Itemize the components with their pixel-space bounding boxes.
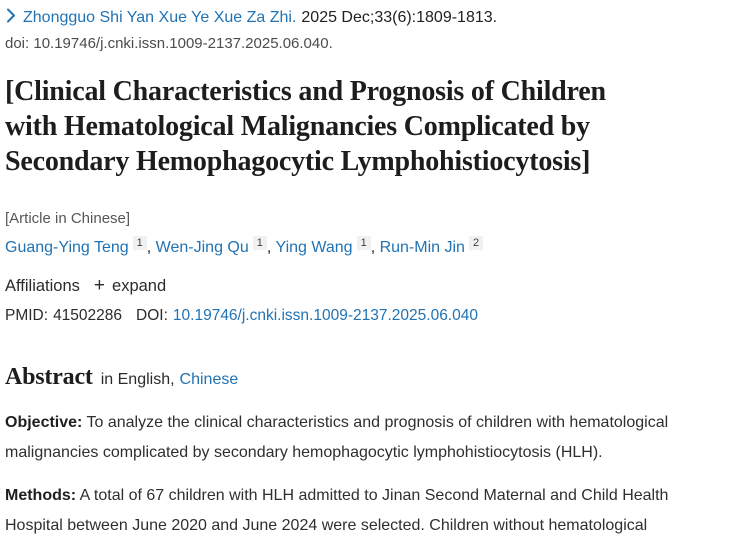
abstract-paragraph-methods [5, 481, 717, 541]
author-link[interactable]: Wen-Jing Qu [155, 239, 249, 256]
article-page [5, 7, 724, 541]
doi-link[interactable]: 10.19746/j.cnki.issn.1009-2137.2025.06.040 [172, 307, 478, 324]
author-link[interactable]: Ying Wang [275, 239, 353, 256]
doi-line: doi: 10.19746/j.cnki.issn.1009-2137.2025.06.040. [5, 35, 333, 52]
section-text: A total of 67 children with HLH admitted to Jinan Second Maternal and Child Health Hospital between June 2020 and June 2024 were selected. Children without hematological [5, 487, 669, 534]
section-text: To analyze the clinical characteristics and prognosis of children with hematological malignancies complicated by secondary hemophagocytic lymphohistiocytosis (HLH). [5, 414, 669, 461]
pmid-label: PMID: [5, 307, 49, 324]
identifiers-row [5, 307, 724, 325]
authors-list [5, 236, 724, 258]
journal-citation-row [5, 7, 724, 28]
abstract-language-text: in English, [100, 371, 175, 388]
abstract-body [5, 408, 724, 541]
article-title-line: Secondary Hemophagocytic Lymphohistiocytosis] [5, 146, 591, 177]
citation-text: 2025 Dec;33(6):1809-1813. [301, 9, 498, 26]
affiliation-number[interactable]: 2 [469, 236, 483, 250]
author-link[interactable]: Run-Min Jin [379, 239, 465, 256]
plus-icon: + [93, 275, 106, 296]
article-title [5, 74, 724, 179]
author-separator: , [146, 239, 156, 256]
author-separator: , [370, 239, 380, 256]
language-note: [Article in Chinese] [5, 210, 131, 227]
chevron-right-icon[interactable] [6, 8, 16, 28]
affiliation-number[interactable]: 1 [357, 236, 371, 250]
author-link[interactable]: Guang-Ying Teng [5, 239, 129, 256]
affiliation-number[interactable]: 1 [253, 236, 267, 250]
article-title-line: [Clinical Characteristics and Prognosis of Children [5, 76, 606, 107]
abstract-section [5, 364, 724, 541]
doi-label: DOI: [136, 307, 168, 324]
affiliations-label: Affiliations [5, 276, 80, 295]
journal-link[interactable]: Zhongguo Shi Yan Xue Ye Xue Za Zhi. [23, 9, 297, 26]
section-label: Objective: [5, 414, 83, 431]
expand-label: expand [112, 276, 167, 295]
abstract-heading: Abstract [5, 364, 93, 390]
abstract-heading-row [5, 364, 724, 391]
article-title-line: with Hematological Malignancies Complicated by [5, 111, 590, 142]
affiliation-number[interactable]: 1 [133, 236, 147, 250]
abstract-chinese-link[interactable]: Chinese [179, 371, 239, 388]
affiliations-expand-button[interactable] [5, 275, 166, 297]
author-separator: , [266, 239, 276, 256]
pmid-value: 41502286 [53, 307, 123, 324]
abstract-paragraph-objective [5, 408, 717, 468]
section-label: Methods: [5, 487, 77, 504]
